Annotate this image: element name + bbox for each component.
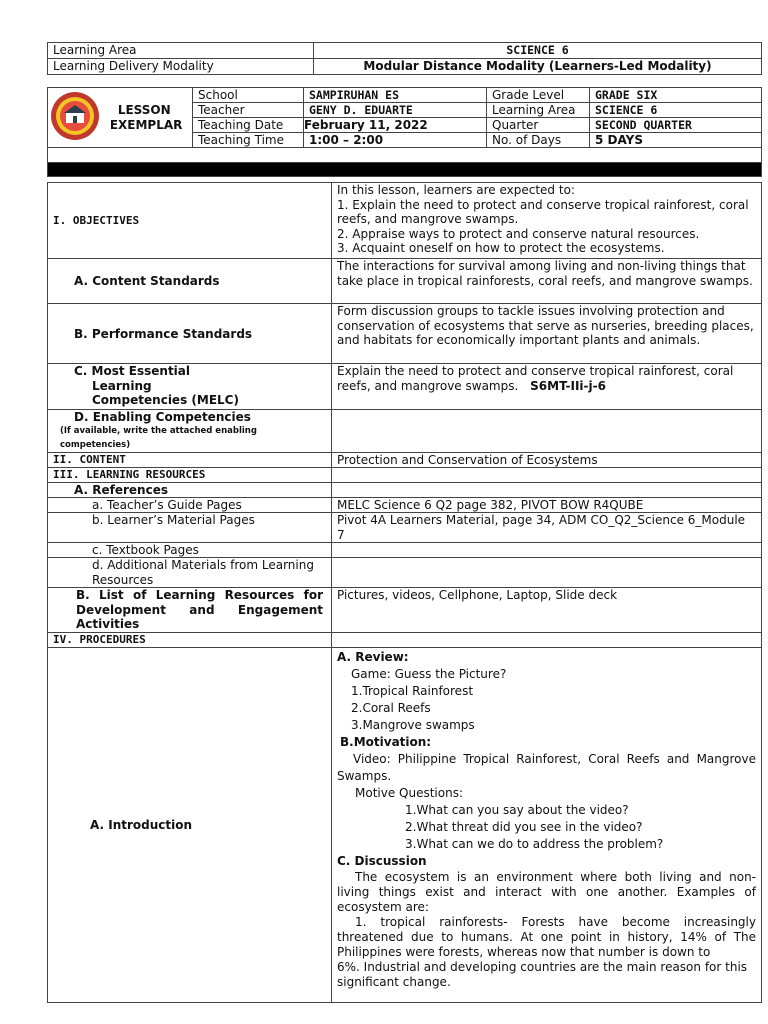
objectives-label: I. OBJECTIVES [48, 183, 332, 259]
additional-materials-value [332, 558, 762, 588]
references-value [332, 483, 762, 498]
discussion-paragraph-3: 6%. Industrial and developing countries are the main reason for this significant change. [337, 960, 748, 989]
time-label: Teaching Time [193, 133, 304, 148]
time-value: 1:00 – 2:00 [304, 133, 487, 148]
lesson-label: LESSON [117, 102, 171, 117]
school-value: SAMPIRUHAN ES [304, 88, 487, 103]
game-text: Game: Guess the Picture? [351, 667, 507, 681]
exemplar-cell [48, 88, 193, 148]
video-text: Video: Philippine Tropical Rainforest, Coral Reefs and Mangrove Swamps. [337, 752, 756, 783]
melc-label [48, 364, 332, 410]
discussion-paragraph-2: 1. tropical rainforests- Forests have become increasingly threatened due to humans. At one point in history, 14% of The Philippines were forests, whereas now that number is down to [337, 915, 756, 959]
days-value: 5 DAYS [590, 133, 762, 148]
school-label: School [193, 88, 304, 103]
grade-label: Grade Level [487, 88, 590, 103]
melc-cell [332, 364, 762, 410]
objective-item: 1. Explain the need to protect and conserve tropical rainforest, coral reefs, and mangrove swamps. [337, 197, 749, 226]
content-standards-text: The interactions for survival among living and non-living things that take place in tropical rainforests, coral reefs, and mangrove swamps. [332, 259, 762, 304]
discussion-paragraph-1: The ecosystem is an environment where both living and non- living things exist and interact with one another. Examples of ecosystem are: [337, 870, 756, 914]
objectives-intro: In this lesson, learners are expected to: [337, 183, 575, 197]
lm-label: b. Learner’s Material Pages [48, 513, 332, 543]
modality-label: Learning Delivery Modality [48, 59, 314, 75]
additional-materials-label: d. Additional Materials from Learning Resources [48, 558, 332, 588]
introduction-label: A. Introduction [48, 648, 332, 1003]
melc-label-line3: Competencies (MELC) [92, 393, 239, 407]
review-item: 3.Mangrove swamps [351, 718, 475, 732]
black-divider [48, 163, 762, 177]
list-resources-value: Pictures, videos, Cellphone, Laptop, Slide deck [332, 588, 762, 633]
content-value: Protection and Conservation of Ecosystems [332, 453, 762, 468]
info-table [47, 87, 762, 177]
learning-area-value: SCIENCE 6 [314, 43, 762, 59]
procedures-label: IV. PROCEDURES [48, 633, 332, 648]
references-label: A. References [48, 483, 332, 498]
review-item: 1.Tropical Rainforest [351, 684, 474, 698]
header-table [47, 42, 762, 75]
spacer-row [48, 148, 762, 163]
main-table [47, 182, 762, 1003]
objective-item: 2. Appraise ways to protect and conserve natural resources. [337, 226, 700, 241]
objective-item: 3. Acquaint oneself on how to protect the ecosystems. [337, 241, 665, 255]
textbook-label: c. Textbook Pages [48, 543, 332, 558]
days-label: No. of Days [487, 133, 590, 148]
enabling-note: (If available, write the attached enabling competencies) [60, 426, 257, 450]
date-value: February 11, 2022 [304, 118, 487, 133]
melc-label-line2: Learning [92, 378, 152, 393]
date-label: Teaching Date [193, 118, 304, 133]
objectives-cell [332, 183, 762, 259]
question-item: 1.What can you say about the video? [405, 803, 629, 817]
quarter-value: SECOND QUARTER [590, 118, 762, 133]
melc-label-line1: C. Most Essential [74, 364, 191, 378]
quarter-label: Quarter [487, 118, 590, 133]
resources-label: III. LEARNING RESOURCES [48, 468, 332, 483]
enabling-cell [48, 410, 332, 453]
melc-code: S6MT-IIi-j-6 [530, 379, 606, 393]
modality-value: Modular Distance Modality (Learners-Led Modality) [314, 59, 762, 75]
performance-standards-label: B. Performance Standards [48, 304, 332, 364]
performance-standards-text: Form discussion groups to tackle issues involving protection and conservation of ecosystems that serve as nurseries, breeding places, and habitats for economically important plants and animals. [332, 304, 762, 364]
motivation-heading: B.Motivation: [340, 735, 432, 749]
tg-value: MELC Science 6 Q2 page 382, PIVOT BOW R4QUBE [332, 498, 762, 513]
enabling-label: D. Enabling Competencies [74, 410, 251, 424]
enabling-value [332, 410, 762, 453]
area-value: SCIENCE 6 [590, 103, 762, 118]
content-standards-label: A. Content Standards [48, 259, 332, 304]
school-seal-logo [50, 91, 100, 144]
exemplar-label: EXEMPLAR [109, 117, 183, 132]
grade-value: GRADE SIX [590, 88, 762, 103]
tg-label: a. Teacher’s Guide Pages [48, 498, 332, 513]
lm-value: Pivot 4A Learners Material, page 34, ADM CO_Q2_Science 6_Module 7 [332, 513, 762, 543]
list-resources-label: B. List of Learning Resources for Development and Engagement Activities [48, 588, 332, 633]
question-item: 3.What can we do to address the problem? [405, 837, 664, 851]
introduction-cell [332, 648, 762, 1003]
teacher-label: Teacher [193, 103, 304, 118]
review-item: 2.Coral Reefs [351, 701, 431, 715]
review-heading: A. Review: [337, 650, 409, 664]
motive-label: Motive Questions: [355, 786, 463, 800]
content-label: II. CONTENT [48, 453, 332, 468]
procedures-value [332, 633, 762, 648]
melc-text: Explain the need to protect and conserve tropical rainforest, coral reefs, and mangrove swamps. [337, 364, 734, 393]
question-item: 2.What threat did you see in the video? [405, 820, 643, 834]
resources-value [332, 468, 762, 483]
area-label: Learning Area [487, 103, 590, 118]
textbook-value [332, 543, 762, 558]
teacher-value: GENY D. EDUARTE [304, 103, 487, 118]
discussion-heading: C. Discussion [337, 854, 427, 868]
learning-area-label: Learning Area [48, 43, 314, 59]
